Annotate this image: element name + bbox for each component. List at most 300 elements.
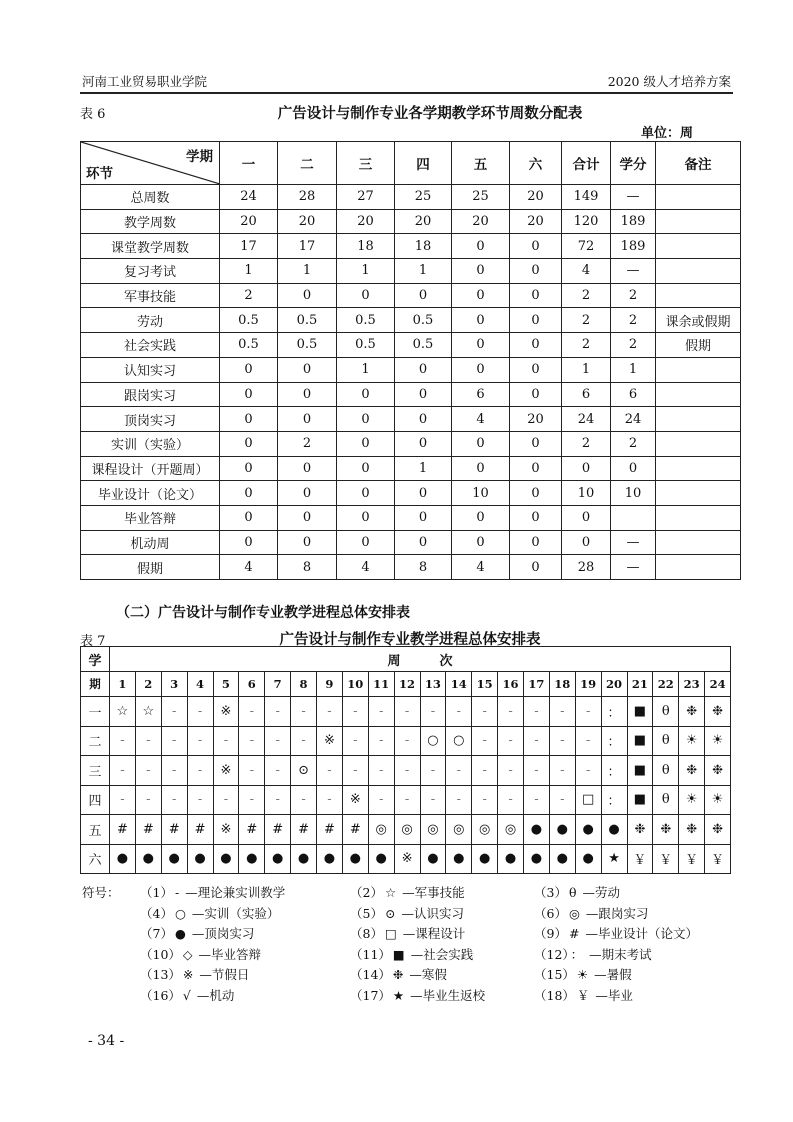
week-number: 22 <box>653 672 679 697</box>
value-cell: 0 <box>220 505 278 530</box>
semester-header-top: 学 <box>81 647 110 672</box>
schedule-cell: ⊙ <box>291 756 317 786</box>
note-cell <box>656 185 741 210</box>
schedule-cell: ■ <box>627 756 653 786</box>
schedule-cell: - <box>368 756 394 786</box>
schedule-cell: ￥ <box>653 844 679 874</box>
schedule-cell: - <box>472 785 498 815</box>
row-label: 顶岗实习 <box>81 407 220 432</box>
legend-num: （11） <box>350 946 391 962</box>
week-number: 8 <box>291 672 317 697</box>
schedule-cell: ◎ <box>498 815 524 845</box>
legend-item <box>350 924 465 942</box>
value-cell: 0 <box>510 283 562 308</box>
schedule-cell: ○ <box>420 726 446 756</box>
row-label: 复习考试 <box>81 259 220 284</box>
semester-label: 一 <box>81 697 110 727</box>
schedule-row <box>81 844 731 874</box>
value-cell: 0 <box>278 481 337 506</box>
value-cell: 0 <box>337 530 395 555</box>
schedule-cell: ： <box>601 726 627 756</box>
row-label: 总周数 <box>81 185 220 210</box>
value-cell: 1 <box>278 259 337 284</box>
legend-row <box>82 883 742 904</box>
schedule-row <box>81 756 731 786</box>
schedule-cell: ● <box>110 844 136 874</box>
schedule-cell: - <box>135 785 161 815</box>
value-cell: 4 <box>220 555 278 580</box>
schedule-cell: - <box>317 785 343 815</box>
value-cell: 0 <box>452 456 510 481</box>
table6-title: 广告设计与制作专业各学期教学环节周数分配表 <box>277 105 583 122</box>
column-header-8: 学分 <box>611 142 656 185</box>
value-cell: 0 <box>510 530 562 555</box>
legend-meaning: —课程设计 <box>402 926 466 941</box>
row-label: 社会实践 <box>81 333 220 358</box>
value-cell: 4 <box>452 555 510 580</box>
legend-num: （7） <box>140 926 173 941</box>
schedule-cell: ☀ <box>705 785 731 815</box>
legend-symbol-icon: ★ <box>392 987 405 1003</box>
header-rule <box>80 92 733 94</box>
value-cell: 0 <box>452 505 510 530</box>
schedule-cell: - <box>161 726 187 756</box>
schedule-cell: ※ <box>394 844 420 874</box>
table-row <box>81 234 741 259</box>
table-row <box>81 185 741 210</box>
legend-item <box>534 945 652 963</box>
note-cell <box>656 431 741 456</box>
value-cell: 20 <box>337 209 395 234</box>
table7-title: 广告设计与制作专业教学进程总体安排表 <box>279 631 541 648</box>
value-cell: 0.5 <box>395 308 452 333</box>
week-number: 7 <box>265 672 291 697</box>
value-cell: 1 <box>337 357 395 382</box>
value-cell: 72 <box>562 234 611 259</box>
legend-item <box>350 883 465 901</box>
table7-label: 表 7 <box>80 634 106 649</box>
value-cell: 2 <box>220 283 278 308</box>
schedule-cell: ： <box>601 785 627 815</box>
value-cell <box>611 505 656 530</box>
week-number: 5 <box>213 672 239 697</box>
schedule-cell: ◎ <box>446 815 472 845</box>
value-cell: 10 <box>611 481 656 506</box>
value-cell: 10 <box>452 481 510 506</box>
schedule-cell: ❉ <box>653 815 679 845</box>
schedule-cell: - <box>394 756 420 786</box>
week-number: 23 <box>679 672 705 697</box>
schedule-cell: - <box>575 726 601 756</box>
schedule-cell: ※ <box>213 815 239 845</box>
schedule-cell: ☆ <box>110 697 136 727</box>
value-cell: 1 <box>337 259 395 284</box>
schedule-cell: - <box>498 756 524 786</box>
legend-meaning: —劳动 <box>582 885 620 900</box>
value-cell: 18 <box>395 234 452 259</box>
schedule-cell: ￥ <box>679 844 705 874</box>
schedule-cell: - <box>135 756 161 786</box>
schedule-cell: ❉ <box>705 697 731 727</box>
note-cell <box>656 382 741 407</box>
value-cell: 0 <box>510 456 562 481</box>
row-label: 毕业答辩 <box>81 505 220 530</box>
note-cell <box>656 555 741 580</box>
week-number: 18 <box>549 672 575 697</box>
week-number: 12 <box>394 672 420 697</box>
value-cell: 8 <box>395 555 452 580</box>
legend-num: （14） <box>350 967 391 982</box>
value-cell: 4 <box>337 555 395 580</box>
schedule-cell: - <box>368 785 394 815</box>
row-label: 军事技能 <box>81 283 220 308</box>
value-cell: 0 <box>452 333 510 358</box>
table7-header-row-2 <box>81 672 731 697</box>
value-cell: 0 <box>337 382 395 407</box>
schedule-cell: ● <box>135 844 161 874</box>
week-number: 4 <box>187 672 213 697</box>
week-header: 周 次 <box>110 647 731 672</box>
column-header-4: 四 <box>395 142 452 185</box>
value-cell: 17 <box>278 234 337 259</box>
value-cell: 0 <box>510 234 562 259</box>
table-row <box>81 333 741 358</box>
legend-symbol-icon: ☆ <box>384 885 397 900</box>
schedule-cell: - <box>239 785 265 815</box>
value-cell: 0 <box>337 456 395 481</box>
column-header-3: 三 <box>337 142 395 185</box>
note-cell <box>656 505 741 530</box>
value-cell: 0 <box>337 481 395 506</box>
schedule-cell: ： <box>601 756 627 786</box>
row-label: 课程设计（开题周） <box>81 456 220 481</box>
value-cell: 0 <box>611 456 656 481</box>
schedule-cell: ■ <box>627 726 653 756</box>
schedule-cell: θ <box>653 785 679 815</box>
table6-unit: 单位：周 <box>640 126 693 141</box>
legend-item <box>534 924 698 942</box>
schedule-cell: - <box>420 785 446 815</box>
schedule-cell: - <box>239 756 265 786</box>
value-cell: — <box>611 530 656 555</box>
schedule-cell: - <box>342 756 368 786</box>
schedule-cell: ● <box>575 844 601 874</box>
legend-num: （1） <box>140 885 173 900</box>
schedule-cell: ● <box>472 844 498 874</box>
schedule-cell: ● <box>161 844 187 874</box>
note-cell: 课余或假期 <box>656 308 741 333</box>
week-number: 6 <box>239 672 265 697</box>
legend-item <box>140 965 249 983</box>
schedule-cell: - <box>524 697 550 727</box>
week-allocation-table <box>80 141 741 580</box>
table-row <box>81 456 741 481</box>
week-number: 17 <box>524 672 550 697</box>
schedule-cell: ● <box>446 844 472 874</box>
value-cell: 0 <box>452 283 510 308</box>
legend-num: （5） <box>350 905 383 921</box>
schedule-row <box>81 815 731 845</box>
header-institution: 河南工业贸易职业学院 <box>82 74 208 89</box>
legend-meaning: —毕业 <box>595 987 633 1003</box>
value-cell: 0.5 <box>337 333 395 358</box>
value-cell: 2 <box>562 283 611 308</box>
schedule-cell: - <box>472 697 498 727</box>
value-cell: 189 <box>611 209 656 234</box>
legend-meaning: —暑假 <box>594 967 632 982</box>
table-row <box>81 407 741 432</box>
schedule-cell: ❉ <box>705 815 731 845</box>
legend-symbol-icon: ● <box>174 926 186 941</box>
legend-item <box>534 883 620 901</box>
value-cell: 0 <box>562 505 611 530</box>
value-cell: 24 <box>220 185 278 210</box>
schedule-cell: ❉ <box>679 697 705 727</box>
schedule-cell: ● <box>524 844 550 874</box>
row-label: 认知实习 <box>81 357 220 382</box>
schedule-cell: - <box>265 785 291 815</box>
value-cell: 0 <box>510 505 562 530</box>
week-number: 13 <box>420 672 446 697</box>
schedule-cell: ● <box>317 844 343 874</box>
legend-meaning: —实训（实验） <box>191 905 280 921</box>
schedule-cell: - <box>498 697 524 727</box>
schedule-cell: ● <box>239 844 265 874</box>
legend-symbol-icon: ■ <box>392 946 405 962</box>
section-heading: （二）广告设计与制作专业教学进程总体安排表 <box>116 605 410 621</box>
legend-symbol-icon: - <box>174 885 180 900</box>
value-cell: 8 <box>278 555 337 580</box>
row-label: 毕业设计（论文） <box>81 481 220 506</box>
schedule-cell: - <box>161 785 187 815</box>
row-label: 机动周 <box>81 530 220 555</box>
schedule-cell: ● <box>265 844 291 874</box>
week-number: 15 <box>472 672 498 697</box>
value-cell: 0 <box>452 431 510 456</box>
value-cell: 2 <box>611 431 656 456</box>
column-header-9: 备注 <box>656 142 741 185</box>
value-cell: 2 <box>611 333 656 358</box>
schedule-cell: ※ <box>342 785 368 815</box>
legend-symbol-icon: √ <box>182 987 191 1003</box>
legend-num: （3） <box>534 885 567 900</box>
value-cell: 0 <box>452 259 510 284</box>
symbol-legend <box>82 883 742 1006</box>
value-cell: 20 <box>220 209 278 234</box>
value-cell: 6 <box>611 382 656 407</box>
value-cell: 2 <box>562 308 611 333</box>
table6-header-row <box>81 142 741 185</box>
schedule-cell: - <box>368 726 394 756</box>
note-cell <box>656 357 741 382</box>
header-document-title: 2020 级人才培养方案 <box>607 74 731 89</box>
legend-meaning: —军事技能 <box>402 885 465 900</box>
legend-meaning: —毕业设计（论文） <box>585 926 698 941</box>
value-cell: 149 <box>562 185 611 210</box>
schedule-cell: - <box>394 697 420 727</box>
value-cell: 0 <box>395 407 452 432</box>
legend-symbol-icon: ◇ <box>182 946 193 962</box>
schedule-cell: - <box>549 785 575 815</box>
legend-meaning: —社会实践 <box>410 946 474 962</box>
schedule-cell: ◎ <box>394 815 420 845</box>
schedule-cell: ★ <box>601 844 627 874</box>
schedule-cell: - <box>420 697 446 727</box>
value-cell: 2 <box>611 308 656 333</box>
schedule-cell: ： <box>601 697 627 727</box>
schedule-cell: ※ <box>213 756 239 786</box>
schedule-cell: - <box>110 756 136 786</box>
value-cell: 0 <box>562 456 611 481</box>
value-cell: 2 <box>562 333 611 358</box>
column-header-5: 五 <box>452 142 510 185</box>
legend-meaning: —顶岗实习 <box>191 926 255 941</box>
schedule-cell: - <box>187 697 213 727</box>
schedule-cell: - <box>213 785 239 815</box>
note-cell <box>656 407 741 432</box>
column-header-2: 二 <box>278 142 337 185</box>
schedule-cell: ◎ <box>368 815 394 845</box>
legend-num: （16） <box>140 987 181 1003</box>
schedule-cell: - <box>498 785 524 815</box>
legend-symbol-icon: ○ <box>174 905 186 921</box>
value-cell: 0 <box>395 357 452 382</box>
legend-item <box>534 965 632 983</box>
legend-item <box>534 986 633 1004</box>
note-cell <box>656 283 741 308</box>
legend-item <box>534 904 648 922</box>
value-cell: 1 <box>395 259 452 284</box>
value-cell: 2 <box>562 431 611 456</box>
legend-num: （9） <box>534 926 567 941</box>
value-cell: 0 <box>337 505 395 530</box>
column-header-7: 合计 <box>562 142 611 185</box>
value-cell: 0 <box>395 530 452 555</box>
value-cell: 0 <box>278 505 337 530</box>
legend-meaning: —跟岗实习 <box>585 905 649 921</box>
schedule-cell: # <box>110 815 136 845</box>
schedule-cell: ❉ <box>679 815 705 845</box>
value-cell: 0 <box>220 431 278 456</box>
value-cell: 0.5 <box>278 308 337 333</box>
schedule-cell: θ <box>653 756 679 786</box>
value-cell: 20 <box>452 209 510 234</box>
legend-row <box>82 965 742 986</box>
schedule-cell: - <box>394 726 420 756</box>
column-header-6: 六 <box>510 142 562 185</box>
schedule-cell: ❉ <box>627 815 653 845</box>
legend-num: （8） <box>350 926 383 941</box>
value-cell: 189 <box>611 234 656 259</box>
value-cell: 6 <box>562 382 611 407</box>
legend-item <box>350 945 473 963</box>
legend-symbol-icon: ◎ <box>568 905 580 921</box>
week-number: 24 <box>705 672 731 697</box>
semester-label: 四 <box>81 785 110 815</box>
week-number: 21 <box>627 672 653 697</box>
legend-symbol-icon: □ <box>384 926 397 941</box>
schedule-cell: - <box>446 697 472 727</box>
page-number: - 34 - <box>88 1033 125 1049</box>
legend-num: （17） <box>350 987 391 1003</box>
legend-num: （10） <box>140 946 181 962</box>
week-number: 20 <box>601 672 627 697</box>
corner-label-section: 环节 <box>86 166 113 182</box>
schedule-cell: ※ <box>213 697 239 727</box>
value-cell: 1 <box>395 456 452 481</box>
schedule-cell: - <box>291 697 317 727</box>
schedule-cell: ● <box>420 844 446 874</box>
schedule-cell: - <box>317 697 343 727</box>
row-label: 跟岗实习 <box>81 382 220 407</box>
value-cell: 0 <box>278 382 337 407</box>
schedule-cell: - <box>342 697 368 727</box>
legend-meaning: —寒假 <box>409 967 447 982</box>
note-cell <box>656 481 741 506</box>
schedule-cell: ☀ <box>679 785 705 815</box>
schedule-cell: # <box>317 815 343 845</box>
schedule-cell: # <box>135 815 161 845</box>
table-row <box>81 505 741 530</box>
week-number: 2 <box>135 672 161 697</box>
schedule-cell: ● <box>524 815 550 845</box>
value-cell: 0 <box>278 357 337 382</box>
table-row <box>81 530 741 555</box>
schedule-cell: ● <box>575 815 601 845</box>
legend-symbol-icon: θ <box>568 885 577 900</box>
schedule-cell: ◎ <box>472 815 498 845</box>
schedule-cell: ￥ <box>627 844 653 874</box>
value-cell: 0 <box>452 234 510 259</box>
value-cell: 0 <box>220 382 278 407</box>
schedule-cell: ○ <box>446 726 472 756</box>
note-cell <box>656 259 741 284</box>
schedule-cell: ● <box>601 815 627 845</box>
schedule-cell: - <box>135 726 161 756</box>
value-cell: 1 <box>220 259 278 284</box>
value-cell: 20 <box>278 209 337 234</box>
legend-item <box>140 883 285 901</box>
value-cell: — <box>611 555 656 580</box>
schedule-cell: - <box>161 756 187 786</box>
legend-row <box>82 986 742 1007</box>
schedule-cell: # <box>342 815 368 845</box>
value-cell: 0 <box>395 382 452 407</box>
row-label: 教学周数 <box>81 209 220 234</box>
schedule-cell: ■ <box>627 697 653 727</box>
table-row <box>81 382 741 407</box>
schedule-cell: θ <box>653 697 679 727</box>
schedule-cell: - <box>291 726 317 756</box>
schedule-row <box>81 785 731 815</box>
schedule-cell: ● <box>549 844 575 874</box>
schedule-cell: - <box>213 726 239 756</box>
legend-lead: 符号： <box>82 885 120 900</box>
schedule-cell: ☆ <box>135 697 161 727</box>
legend-num: （18） <box>534 987 575 1003</box>
value-cell: 0.5 <box>220 308 278 333</box>
week-number: 14 <box>446 672 472 697</box>
schedule-cell: ☀ <box>679 726 705 756</box>
value-cell: 0 <box>220 530 278 555</box>
schedule-cell: - <box>549 697 575 727</box>
value-cell: 0.5 <box>337 308 395 333</box>
schedule-cell: - <box>161 697 187 727</box>
legend-item <box>350 986 485 1004</box>
semester-header-bottom: 期 <box>81 672 110 697</box>
value-cell: 0 <box>395 431 452 456</box>
table-row <box>81 555 741 580</box>
